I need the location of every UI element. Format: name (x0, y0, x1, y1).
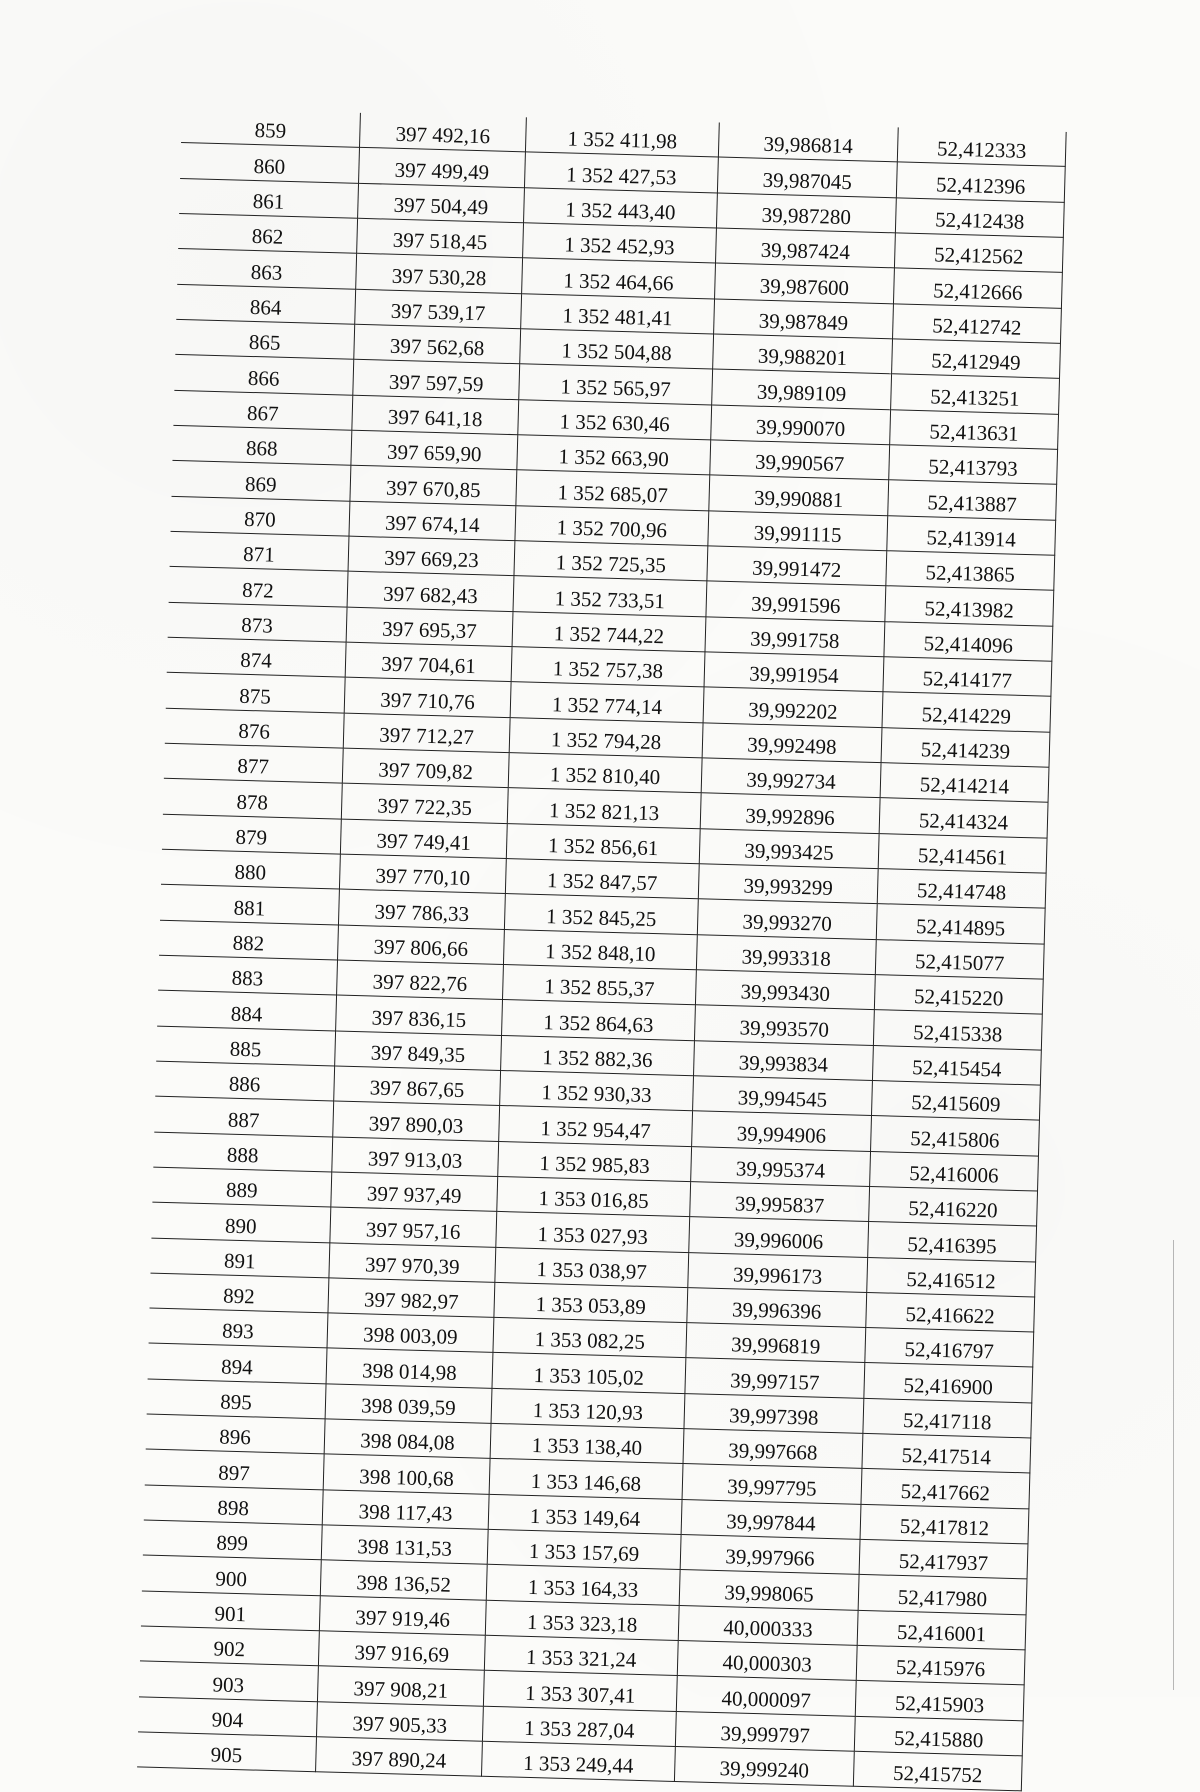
longitude-cell: 39,999240 (674, 1747, 854, 1787)
point-number-cell: 866 (174, 355, 353, 395)
x-coordinate-cell: 397 806,66 (338, 925, 505, 965)
x-coordinate-cell: 397 822,76 (337, 960, 504, 1000)
point-number-cell: 869 (172, 461, 351, 501)
y-coordinate-cell: 1 353 146,68 (489, 1459, 683, 1500)
point-number-cell: 875 (166, 673, 345, 713)
point-number-cell: 879 (162, 814, 341, 854)
latitude-cell: 52,415752 (853, 1751, 1022, 1791)
y-coordinate-cell: 1 352 794,28 (509, 717, 703, 758)
latitude-cell: 52,417812 (860, 1504, 1029, 1544)
coordinates-table (137, 108, 1067, 1792)
latitude-cell: 52,412438 (895, 198, 1064, 238)
latitude-cell: 52,414239 (881, 727, 1050, 767)
longitude-cell: 39,997844 (681, 1499, 861, 1539)
x-coordinate-cell: 397 530,28 (356, 254, 523, 294)
latitude-cell: 52,414895 (876, 904, 1045, 944)
latitude-cell: 52,416622 (866, 1292, 1035, 1332)
longitude-cell: 39,992896 (700, 793, 880, 833)
y-coordinate-cell: 1 353 249,44 (481, 1741, 675, 1782)
y-coordinate-cell: 1 353 053,89 (494, 1282, 688, 1323)
longitude-cell: 39,996396 (687, 1287, 867, 1327)
x-coordinate-cell: 397 982,97 (328, 1278, 495, 1318)
point-number-cell: 890 (151, 1202, 330, 1242)
longitude-cell: 39,987600 (715, 263, 895, 303)
x-coordinate-cell: 397 919,46 (319, 1596, 486, 1636)
x-coordinate-cell: 397 562,68 (354, 324, 521, 364)
x-coordinate-cell: 397 499,49 (359, 148, 526, 188)
x-coordinate-cell: 397 722,35 (341, 783, 508, 823)
y-coordinate-cell: 1 352 856,61 (506, 823, 700, 864)
x-coordinate-cell: 397 770,10 (339, 854, 506, 894)
x-coordinate-cell: 397 504,49 (358, 183, 525, 223)
point-number-cell: 899 (143, 1520, 322, 1560)
point-number-cell: 862 (178, 213, 357, 253)
y-coordinate-cell: 1 352 855,37 (502, 964, 696, 1005)
latitude-cell: 52,412396 (896, 162, 1065, 202)
point-number-cell: 864 (176, 284, 355, 324)
y-coordinate-cell: 1 353 287,04 (482, 1706, 676, 1747)
x-coordinate-cell: 398 084,08 (324, 1419, 491, 1459)
longitude-cell: 39,991758 (705, 616, 885, 656)
latitude-cell: 52,416220 (869, 1186, 1038, 1226)
latitude-cell: 52,415338 (873, 1010, 1042, 1050)
coordinates-table-container (137, 108, 1062, 1792)
x-coordinate-cell: 397 905,33 (316, 1702, 483, 1742)
longitude-cell: 39,996173 (688, 1252, 868, 1292)
longitude-cell: 39,994906 (692, 1111, 872, 1151)
latitude-cell: 52,413631 (890, 409, 1059, 449)
longitude-cell: 39,991472 (707, 546, 887, 586)
y-coordinate-cell: 1 352 733,51 (513, 576, 707, 617)
y-coordinate-cell: 1 352 774,14 (510, 682, 704, 723)
x-coordinate-cell: 397 712,27 (343, 713, 510, 753)
latitude-cell: 52,414324 (879, 798, 1048, 838)
y-coordinate-cell: 1 352 411,98 (525, 117, 719, 157)
x-coordinate-cell: 397 670,85 (350, 465, 517, 505)
y-coordinate-cell: 1 352 848,10 (503, 929, 697, 970)
y-coordinate-cell: 1 353 016,85 (497, 1176, 691, 1217)
longitude-cell: 39,999797 (675, 1711, 855, 1751)
point-number-cell: 865 (175, 319, 354, 359)
x-coordinate-cell: 397 867,65 (334, 1066, 501, 1106)
x-coordinate-cell: 397 749,41 (340, 819, 507, 859)
longitude-cell: 39,991596 (706, 581, 886, 621)
latitude-cell: 52,412742 (893, 303, 1062, 343)
point-number-cell: 868 (172, 425, 351, 465)
x-coordinate-cell: 397 890,24 (316, 1737, 483, 1777)
y-coordinate-cell: 1 352 685,07 (516, 470, 710, 511)
x-coordinate-cell: 398 136,52 (320, 1560, 487, 1600)
x-coordinate-cell: 397 908,21 (317, 1666, 484, 1706)
y-coordinate-cell: 1 353 038,97 (495, 1247, 689, 1288)
longitude-cell: 39,995374 (691, 1146, 871, 1186)
latitude-cell: 52,412562 (894, 233, 1063, 273)
longitude-cell: 39,997157 (685, 1358, 865, 1398)
latitude-cell: 52,412949 (892, 339, 1061, 379)
latitude-cell: 52,416006 (870, 1151, 1039, 1191)
point-number-cell: 867 (173, 390, 352, 430)
y-coordinate-cell: 1 352 882,36 (501, 1035, 695, 1076)
latitude-cell: 52,416001 (857, 1610, 1026, 1650)
point-number-cell: 897 (145, 1449, 324, 1489)
latitude-cell: 52,417118 (863, 1398, 1032, 1438)
x-coordinate-cell: 397 709,82 (342, 748, 509, 788)
latitude-cell: 52,412666 (893, 268, 1062, 308)
x-coordinate-cell: 397 669,23 (348, 536, 515, 576)
x-coordinate-cell: 397 597,59 (353, 360, 520, 400)
latitude-cell: 52,412333 (897, 127, 1066, 166)
longitude-cell: 39,993299 (698, 864, 878, 904)
y-coordinate-cell: 1 352 663,90 (517, 435, 711, 476)
y-coordinate-cell: 1 353 164,33 (486, 1565, 680, 1606)
x-coordinate-cell: 397 916,69 (318, 1631, 485, 1671)
longitude-cell: 39,987424 (715, 228, 895, 268)
longitude-cell: 39,988201 (713, 334, 893, 374)
latitude-cell: 52,415903 (855, 1681, 1024, 1721)
point-number-cell: 881 (160, 884, 339, 924)
latitude-cell: 52,414748 (877, 869, 1046, 909)
latitude-cell: 52,413251 (891, 374, 1060, 414)
latitude-cell: 52,414229 (882, 692, 1051, 732)
coordinates-table-body (137, 108, 1066, 1791)
y-coordinate-cell: 1 353 120,93 (491, 1388, 685, 1429)
longitude-cell: 40,000097 (676, 1676, 856, 1716)
latitude-cell: 52,414561 (878, 833, 1047, 873)
latitude-cell: 52,415806 (871, 1116, 1040, 1156)
longitude-cell: 39,992202 (703, 687, 883, 727)
y-coordinate-cell: 1 352 744,22 (512, 611, 706, 652)
y-coordinate-cell: 1 352 443,40 (524, 187, 718, 228)
x-coordinate-cell: 397 836,15 (336, 995, 503, 1035)
longitude-cell: 39,991954 (704, 652, 884, 692)
page-edge-line (1173, 1240, 1174, 1690)
longitude-cell: 39,987045 (717, 157, 897, 197)
point-number-cell: 901 (141, 1591, 320, 1631)
point-number-cell: 876 (165, 708, 344, 748)
x-coordinate-cell: 397 704,61 (345, 642, 512, 682)
x-coordinate-cell: 398 014,98 (326, 1348, 493, 1388)
longitude-cell: 39,998065 (679, 1570, 859, 1610)
point-number-cell: 893 (149, 1308, 328, 1348)
x-coordinate-cell: 397 890,03 (333, 1101, 500, 1141)
point-number-cell: 904 (138, 1697, 317, 1737)
latitude-cell: 52,417937 (859, 1539, 1028, 1579)
x-coordinate-cell: 397 674,14 (349, 501, 516, 541)
longitude-cell: 40,000303 (677, 1641, 857, 1681)
longitude-cell: 39,995837 (690, 1181, 870, 1221)
latitude-cell: 52,415454 (872, 1045, 1041, 1085)
longitude-cell: 39,996006 (689, 1217, 869, 1257)
x-coordinate-cell: 397 913,03 (332, 1136, 499, 1176)
latitude-cell: 52,415077 (875, 939, 1044, 979)
y-coordinate-cell: 1 352 864,63 (502, 1000, 696, 1041)
y-coordinate-cell: 1 352 845,25 (504, 894, 698, 935)
point-number-cell: 895 (147, 1379, 326, 1419)
longitude-cell: 39,996819 (686, 1323, 866, 1363)
longitude-cell: 40,000333 (678, 1605, 858, 1645)
point-number-cell: 880 (161, 849, 340, 889)
point-number-cell: 889 (152, 1167, 331, 1207)
y-coordinate-cell: 1 353 149,64 (488, 1494, 682, 1535)
longitude-cell: 39,993430 (695, 970, 875, 1010)
y-coordinate-cell: 1 352 630,46 (518, 399, 712, 440)
point-number-cell: 884 (157, 990, 336, 1030)
point-number-cell: 886 (155, 1061, 334, 1101)
point-number-cell: 873 (168, 602, 347, 642)
point-number-cell: 883 (158, 955, 337, 995)
latitude-cell: 52,417514 (862, 1434, 1031, 1474)
point-number-cell: 898 (144, 1485, 323, 1525)
latitude-cell: 52,413914 (887, 515, 1056, 555)
x-coordinate-cell: 397 492,16 (359, 113, 526, 152)
longitude-cell: 39,994545 (693, 1076, 873, 1116)
point-number-cell: 903 (139, 1661, 318, 1701)
y-coordinate-cell: 1 352 725,35 (514, 541, 708, 582)
longitude-cell: 39,993834 (694, 1040, 874, 1080)
y-coordinate-cell: 1 352 954,47 (499, 1106, 693, 1147)
x-coordinate-cell: 397 641,18 (352, 395, 519, 435)
longitude-cell: 39,997398 (684, 1393, 864, 1433)
longitude-cell: 39,993570 (694, 1005, 874, 1045)
latitude-cell: 52,415880 (854, 1716, 1023, 1756)
point-number-cell: 877 (164, 743, 343, 783)
longitude-cell: 39,992734 (701, 758, 881, 798)
latitude-cell: 52,415976 (856, 1645, 1025, 1685)
y-coordinate-cell: 1 353 138,40 (490, 1423, 684, 1464)
point-number-cell: 892 (150, 1273, 329, 1313)
point-number-cell: 905 (137, 1732, 316, 1772)
latitude-cell: 52,413887 (888, 480, 1057, 520)
longitude-cell: 39,993318 (696, 934, 876, 974)
point-number-cell: 859 (181, 108, 360, 148)
x-coordinate-cell: 398 003,09 (327, 1313, 494, 1353)
point-number-cell: 885 (156, 1026, 335, 1066)
latitude-cell: 52,416395 (868, 1222, 1037, 1262)
y-coordinate-cell: 1 352 427,53 (524, 152, 718, 193)
x-coordinate-cell: 397 682,43 (347, 571, 514, 611)
x-coordinate-cell: 397 695,37 (346, 607, 513, 647)
y-coordinate-cell: 1 352 847,57 (505, 858, 699, 899)
x-coordinate-cell: 398 039,59 (325, 1384, 492, 1424)
y-coordinate-cell: 1 353 082,25 (493, 1318, 687, 1359)
y-coordinate-cell: 1 352 481,41 (521, 293, 715, 334)
y-coordinate-cell: 1 352 821,13 (507, 788, 701, 829)
y-coordinate-cell: 1 353 321,24 (484, 1635, 678, 1676)
longitude-cell: 39,997668 (683, 1429, 863, 1469)
point-number-cell: 871 (170, 531, 349, 571)
latitude-cell: 52,416900 (864, 1363, 1033, 1403)
longitude-cell: 39,993425 (699, 828, 879, 868)
y-coordinate-cell: 1 353 323,18 (485, 1600, 679, 1641)
longitude-cell: 39,993270 (697, 899, 877, 939)
longitude-cell: 39,987280 (716, 193, 896, 233)
longitude-cell: 39,989109 (712, 369, 892, 409)
y-coordinate-cell: 1 352 700,96 (515, 505, 709, 546)
latitude-cell: 52,415609 (871, 1080, 1040, 1120)
latitude-cell: 52,417662 (861, 1469, 1030, 1509)
x-coordinate-cell: 398 117,43 (322, 1490, 489, 1530)
longitude-cell: 39,990881 (709, 475, 889, 515)
x-coordinate-cell: 397 849,35 (335, 1031, 502, 1071)
longitude-cell: 39,997966 (680, 1535, 860, 1575)
latitude-cell: 52,413865 (886, 551, 1055, 591)
longitude-cell: 39,997795 (682, 1464, 862, 1504)
point-number-cell: 902 (140, 1626, 319, 1666)
y-coordinate-cell: 1 352 985,83 (498, 1141, 692, 1182)
y-coordinate-cell: 1 352 810,40 (508, 752, 702, 793)
point-number-cell: 882 (159, 920, 338, 960)
point-number-cell: 878 (163, 778, 342, 818)
x-coordinate-cell: 397 710,76 (344, 677, 511, 717)
point-number-cell: 891 (150, 1238, 329, 1278)
longitude-cell: 39,987849 (714, 299, 894, 339)
x-coordinate-cell: 397 957,16 (330, 1207, 497, 1247)
point-number-cell: 888 (153, 1132, 332, 1172)
x-coordinate-cell: 397 539,17 (355, 289, 522, 329)
point-number-cell: 861 (179, 178, 358, 218)
point-number-cell: 874 (167, 637, 346, 677)
x-coordinate-cell: 397 786,33 (338, 889, 505, 929)
latitude-cell: 52,417980 (858, 1575, 1027, 1615)
longitude-cell: 39,990567 (710, 440, 890, 480)
latitude-cell: 52,414096 (884, 621, 1053, 661)
latitude-cell: 52,414177 (883, 657, 1052, 697)
longitude-cell: 39,991115 (708, 511, 888, 551)
x-coordinate-cell: 397 970,39 (329, 1242, 496, 1282)
x-coordinate-cell: 397 937,49 (331, 1172, 498, 1212)
latitude-cell: 52,413982 (885, 586, 1054, 626)
longitude-cell: 39,990070 (711, 405, 891, 445)
point-number-cell: 894 (148, 1344, 327, 1384)
y-coordinate-cell: 1 352 504,88 (520, 329, 714, 370)
y-coordinate-cell: 1 353 105,02 (492, 1353, 686, 1394)
y-coordinate-cell: 1 352 930,33 (500, 1070, 694, 1111)
point-number-cell: 872 (169, 567, 348, 607)
y-coordinate-cell: 1 352 452,93 (523, 223, 717, 264)
y-coordinate-cell: 1 352 464,66 (522, 258, 716, 299)
point-number-cell: 896 (146, 1414, 325, 1454)
y-coordinate-cell: 1 352 757,38 (511, 647, 705, 688)
y-coordinate-cell: 1 352 565,97 (519, 364, 713, 405)
x-coordinate-cell: 397 659,90 (351, 430, 518, 470)
point-number-cell: 863 (177, 249, 356, 289)
point-number-cell: 860 (180, 143, 359, 183)
y-coordinate-cell: 1 353 307,41 (483, 1671, 677, 1712)
latitude-cell: 52,415220 (874, 974, 1043, 1014)
y-coordinate-cell: 1 353 157,69 (487, 1529, 681, 1570)
latitude-cell: 52,416797 (865, 1328, 1034, 1368)
point-number-cell: 887 (154, 1096, 333, 1136)
point-number-cell: 870 (171, 496, 350, 536)
x-coordinate-cell: 398 100,68 (323, 1454, 490, 1494)
longitude-cell: 39,992498 (702, 722, 882, 762)
latitude-cell: 52,413793 (889, 445, 1058, 485)
x-coordinate-cell: 397 518,45 (357, 218, 524, 258)
point-number-cell: 900 (142, 1555, 321, 1595)
y-coordinate-cell: 1 353 027,93 (496, 1212, 690, 1253)
longitude-cell: 39,986814 (718, 123, 898, 163)
latitude-cell: 52,414214 (880, 763, 1049, 803)
x-coordinate-cell: 398 131,53 (321, 1525, 488, 1565)
latitude-cell: 52,416512 (867, 1257, 1036, 1297)
